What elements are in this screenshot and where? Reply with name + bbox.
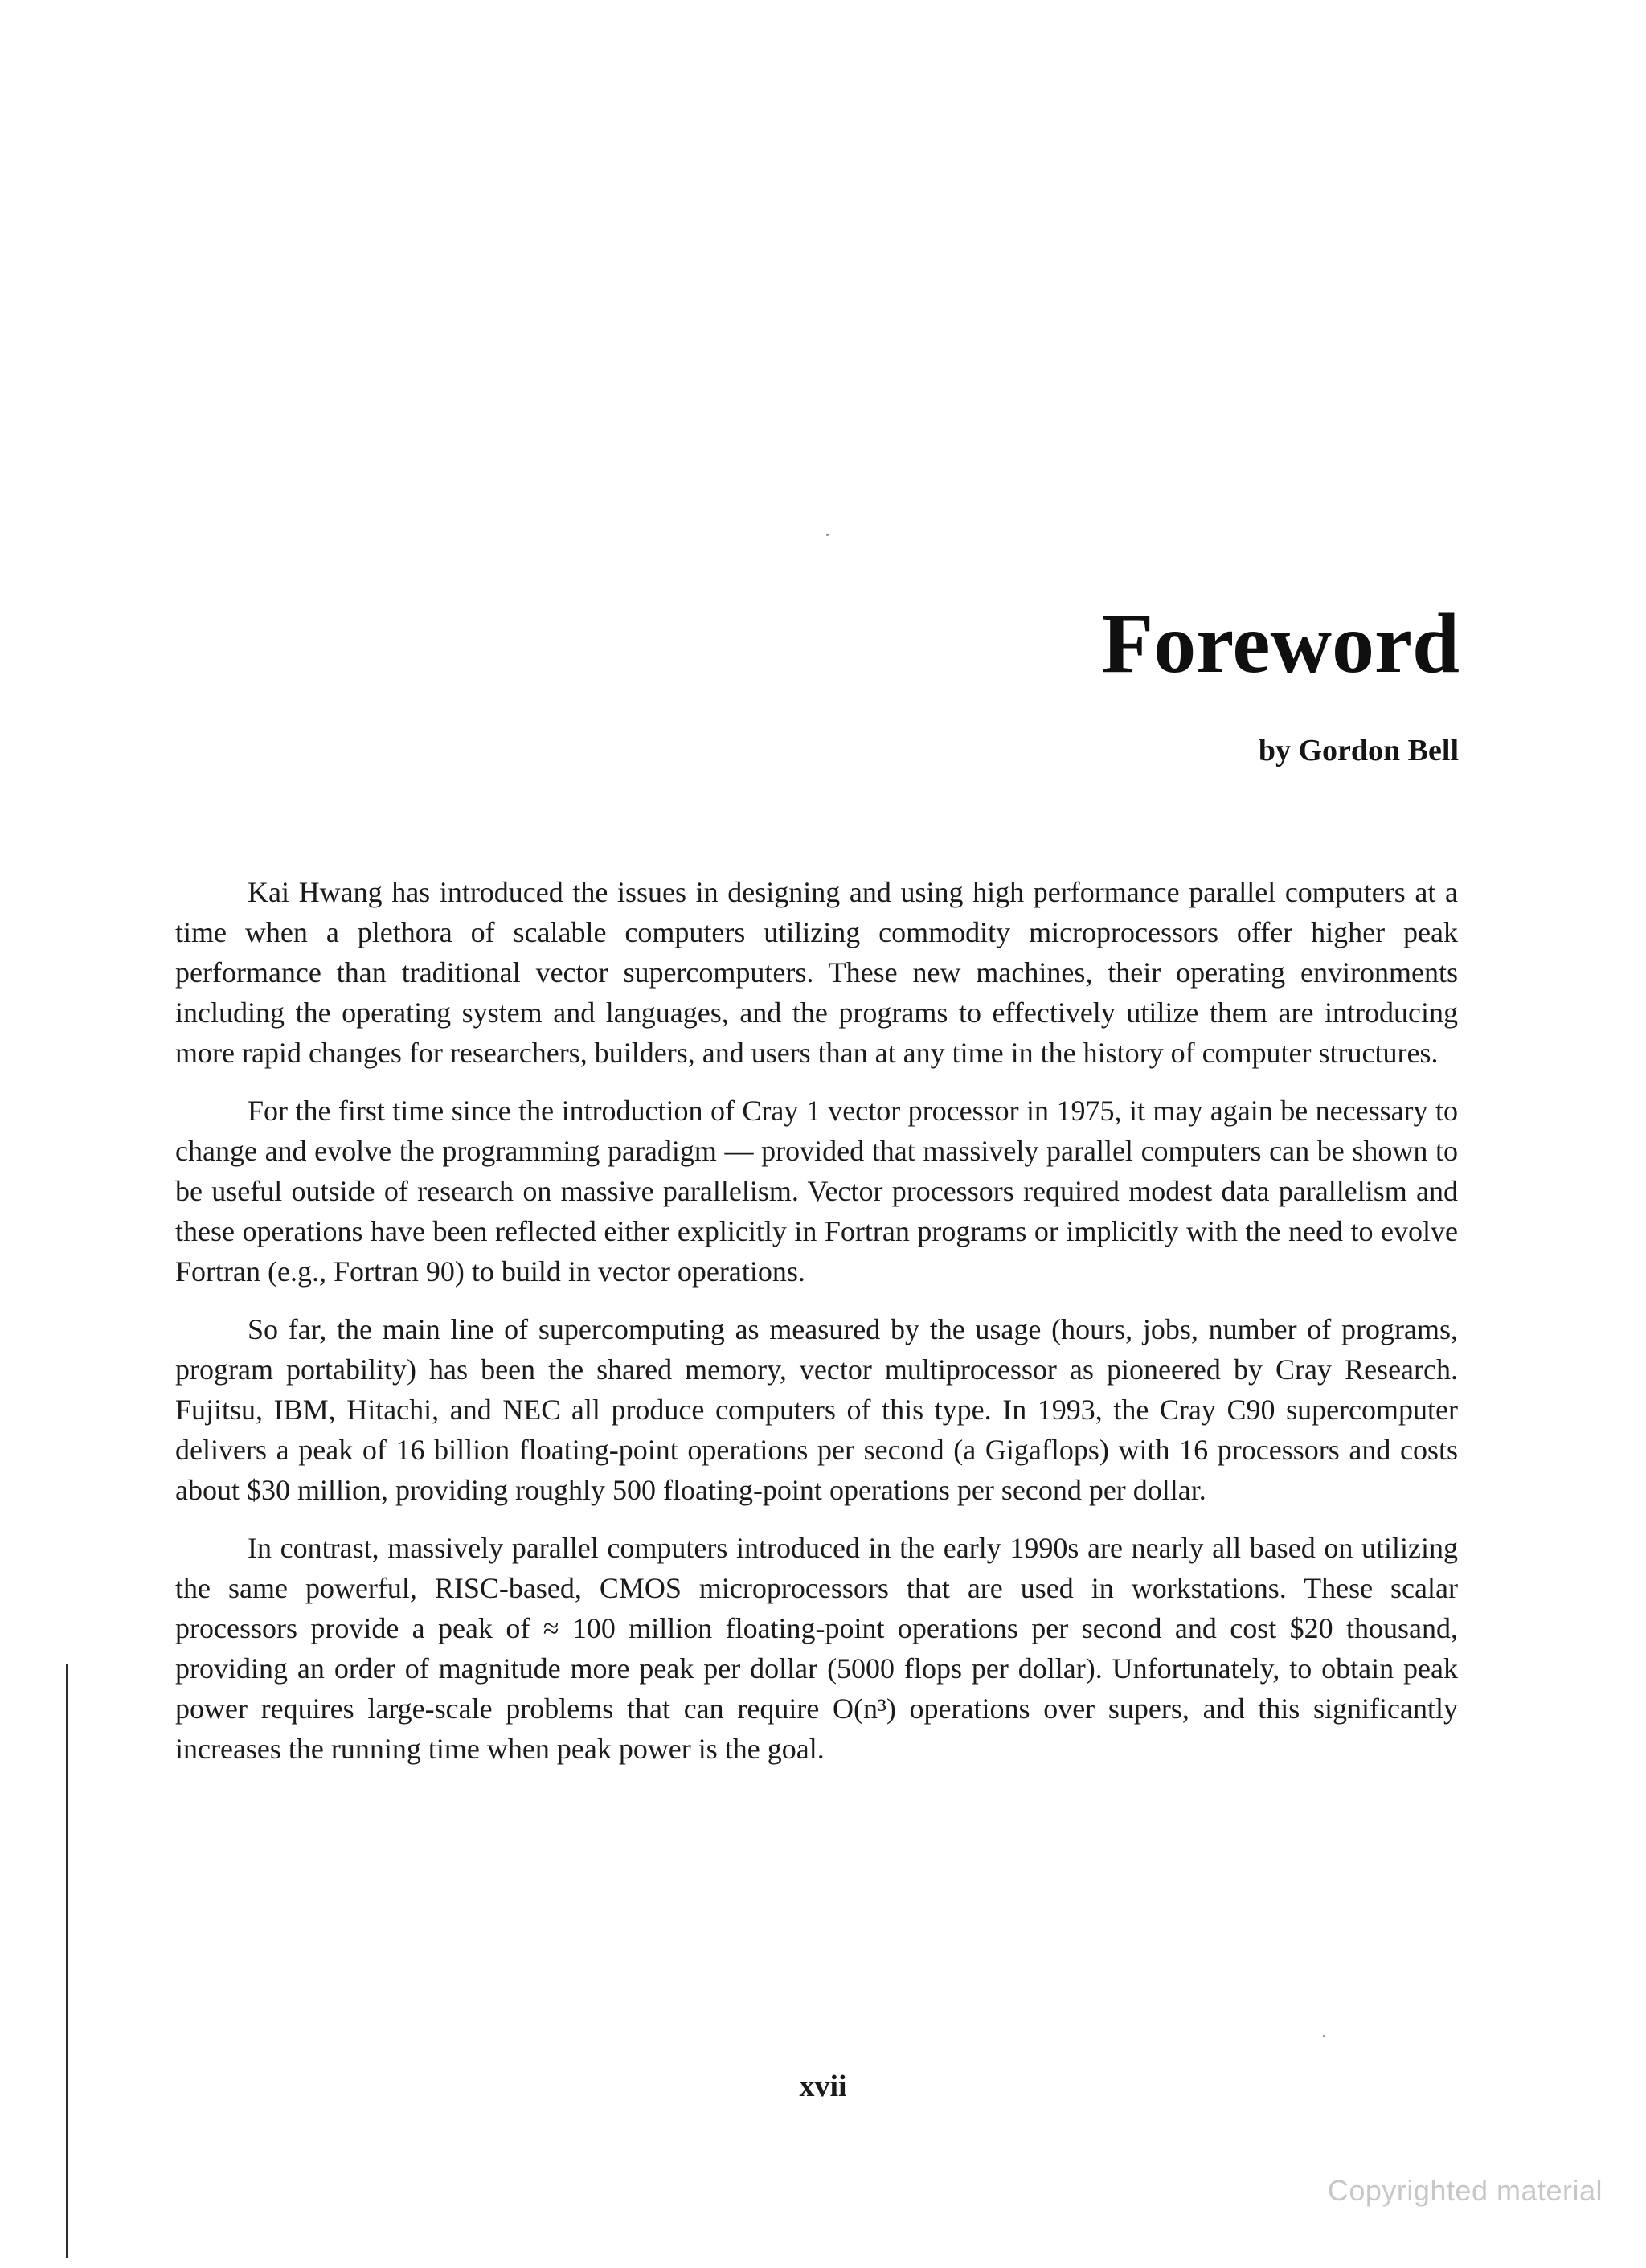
copyright-watermark: Copyrighted material (1327, 2174, 1603, 2207)
paragraph: Kai Hwang has introduced the issues in designing and using high performance parallel computers at a time when a plethora of scalable computers utilizing commodity microprocessors offer higher peak performance than traditional vector supercomputers. These new machines, their operating environments including the operating system and languages, and the programs to effectively utilize them are introducing more rapid changes for researchers, builders, and users than at any time in the history of computer structures. (175, 876, 1458, 1069)
chapter-title: Foreword (1101, 596, 1460, 690)
scan-edge-line (66, 1664, 68, 2258)
paragraph: So far, the main line of supercomputing as measured by the usage (hours, jobs, number of programs, program portability) has been the shared memory, vector multiprocessor as pioneered by Cray Research. Fujitsu, IBM, Hitachi, and NEC all produce computers of this type. In 1993, the Cray C90 supercomputer delivers a peak of 16 billion floating-point operations per second (a Gigaflops) with 16 processors and costs about $30 million, providing roughly 500 floating-point operations per second per dollar. (175, 1313, 1458, 1506)
paragraph: In contrast, massively parallel computers introduced in the early 1990s are nearly all based on utilizing the same powerful, RISC-based, CMOS microprocessors that are used in workstations. These scalar processors provide a peak of ≈ 100 million floating-point operations per second and cost $20 thousand, providing an order of magnitude more peak per dollar (5000 flops per dollar). Unfortunately, to obtain peak power requires large-scale problems that can require O(n³) operations over supers, and this significantly increases the running time when peak power is the goal. (175, 1532, 1458, 1765)
author-byline: by Gordon Bell (1258, 734, 1459, 768)
page-number: xvii (799, 2069, 847, 2103)
foreword-body (175, 872, 1458, 1769)
paragraph: For the first time since the introduction of Cray 1 vector processor in 1975, it may again be necessary to change and evolve the programming paradigm — provided that massively parallel computers can be shown to be useful outside of research on massive parallelism. Vector processors required modest data parallelism and these operations have been reflected either explicitly in Fortran programs or implicitly with the need to evolve Fortran (e.g., Fortran 90) to build in vector operations. (175, 1095, 1458, 1288)
scan-speck (1323, 2035, 1325, 2037)
scan-speck (826, 534, 829, 536)
